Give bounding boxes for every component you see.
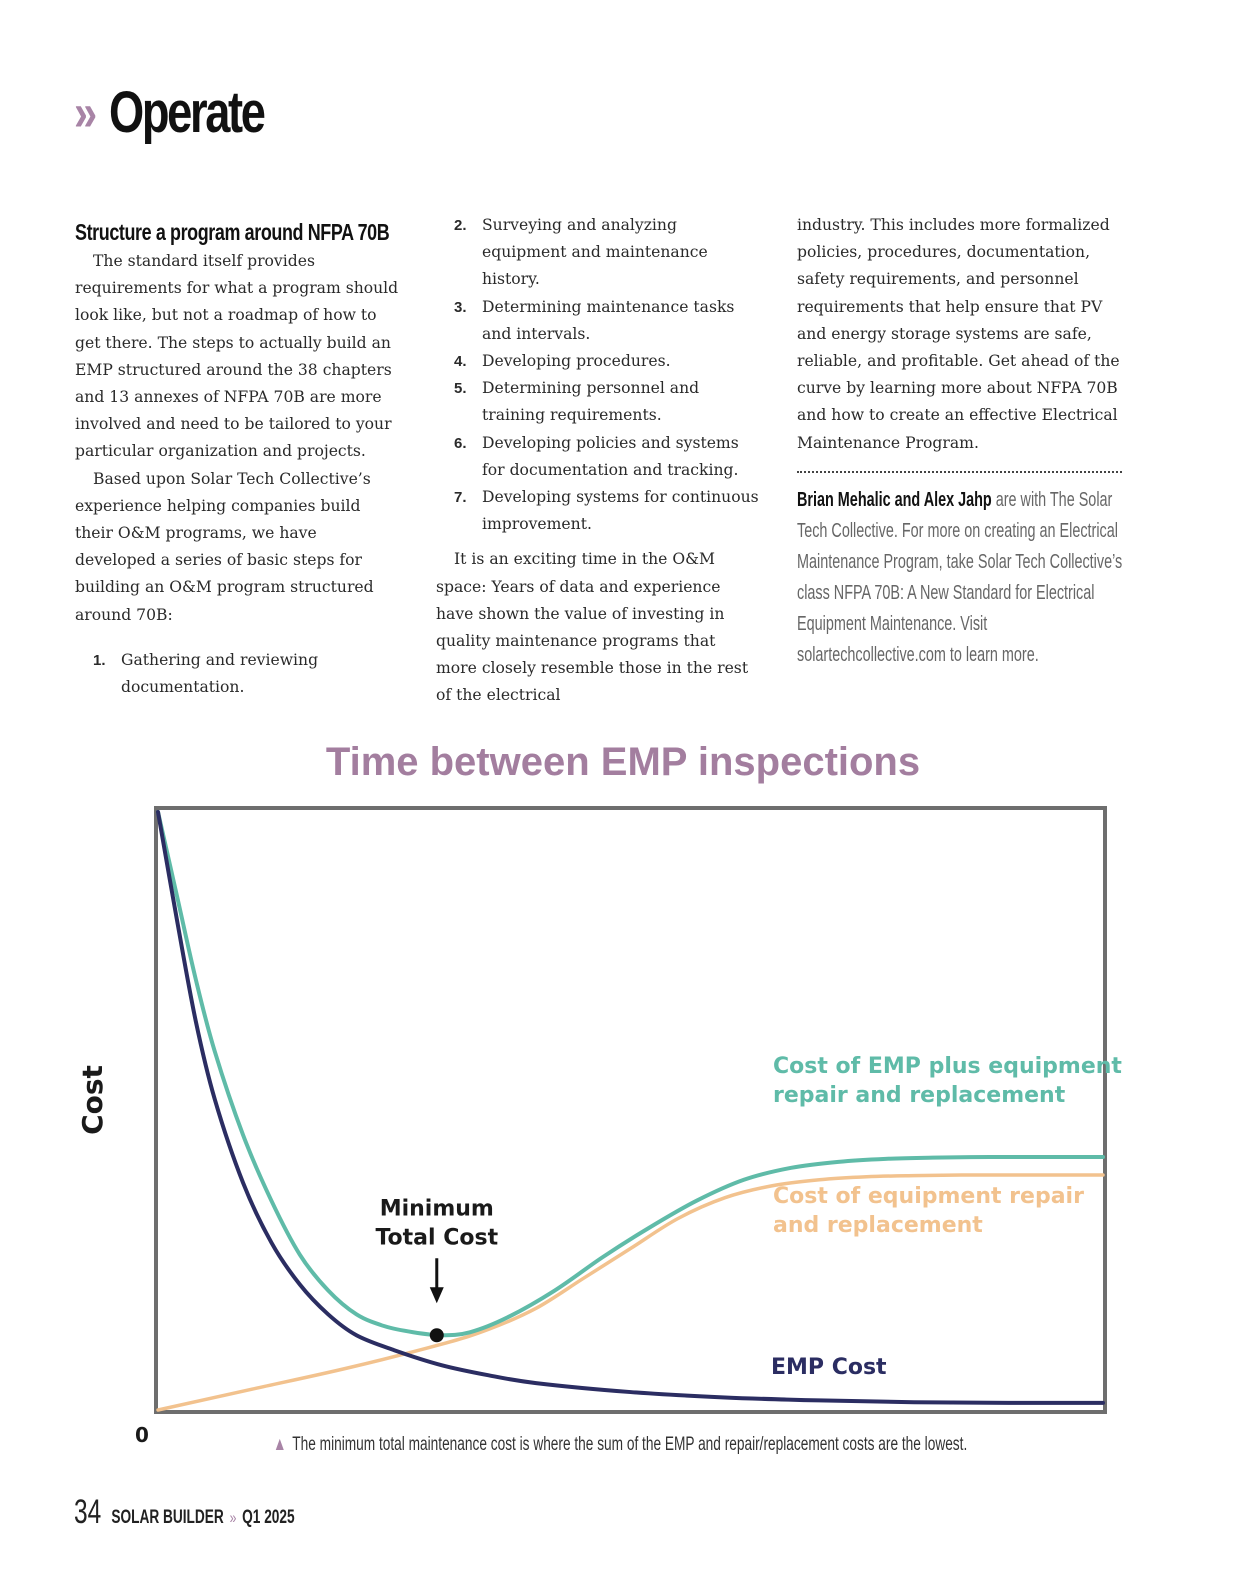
steps-list: [436, 212, 761, 538]
series-label-total: repair and replacement: [773, 1083, 1066, 1108]
list-text: Determining maintenance tasks and intervals.: [482, 297, 735, 343]
y-axis-label: Cost: [76, 1065, 109, 1135]
paragraph: It is an exciting time in the O&M space: Years of data and experience have shown the value of investing in quality maintenance programs that more closely resemble those in the rest of the electrical: [436, 550, 749, 705]
list-number: 3.: [454, 298, 467, 316]
page-number: 34: [74, 1493, 102, 1531]
issue-label: Q1 2025: [242, 1507, 295, 1528]
list-item: [436, 294, 761, 348]
list-text: Gathering and reviewing documentation.: [121, 650, 319, 697]
footer-separator: »: [229, 1508, 237, 1527]
list-text: Developing systems for continuous improvement.: [482, 488, 759, 534]
article-column-1: [75, 212, 400, 701]
dotted-divider: [797, 471, 1122, 473]
section-title: Operate: [108, 80, 264, 145]
list-item: [436, 348, 761, 375]
chart-frame: [156, 808, 1105, 1412]
paragraph: Based upon Solar Tech Collective’s experience helping companies build their O&M programs, we have developed a series of basic steps for building an O&M program structured around 70B:: [75, 469, 374, 624]
annotation-label: Total Cost: [375, 1225, 499, 1251]
list-item: [436, 375, 761, 429]
author-bio: [797, 485, 1122, 671]
caption-text: The minimum total maintenance cost is where the sum of the EMP and repair/replacement costs are the lowest.: [292, 1434, 968, 1455]
list-number: 2.: [454, 217, 467, 234]
list-number: 7.: [454, 489, 467, 507]
paragraph: The standard itself provides requirements for what a program should look like, but not a roadmap of how to get there. The steps to actually build an EMP structured around the 38 chapters and 13 annexes of NFPA 70B are more involved and need to be tailored to your particular organization and projects.: [75, 252, 399, 461]
list-item: [436, 484, 761, 538]
series-label-emp: EMP Cost: [771, 1355, 887, 1380]
list-text: Determining personnel and training requirements.: [482, 379, 700, 425]
list-number: 1.: [93, 651, 106, 669]
article-column-2: [436, 212, 761, 710]
series-label-total: Cost of EMP plus equipment: [773, 1054, 1122, 1079]
triangle-icon: ▲: [273, 1434, 287, 1455]
origin-label: 0: [135, 1423, 149, 1447]
steps-list: [75, 647, 400, 701]
author-bio-text: are with The Solar Tech Collective. For more on creating an Electrical Maintenance Program, take Solar Tech Collective’s class NFPA 70B: A New Standard for Electrical Equipment Maintenance. Visit solartechcollective.com to learn more.: [797, 488, 1123, 666]
list-item: [436, 430, 761, 484]
list-number: 5.: [454, 380, 467, 398]
page-footer: [74, 1493, 295, 1532]
article-column-3: [797, 212, 1122, 671]
list-number: 6.: [454, 434, 467, 452]
paragraph: industry. This includes more formalized policies, procedures, documentation, safety requirements, and personnel requirements that help ensure that PV and energy storage systems are safe, reliable, and profitable. Get ahead of the curve by learning more about NFPA 70B and how to create an effective Electrical Maintenance Program.: [797, 216, 1120, 452]
list-number: 4.: [454, 353, 467, 371]
minimum-point-marker: [430, 1328, 444, 1342]
list-text: Surveying and analyzing equipment and maintenance history.: [482, 216, 708, 289]
list-text: Developing policies and systems for documentation and tracking.: [482, 433, 739, 479]
chevron-icon: »: [74, 84, 90, 142]
article-subhead: Structure a program around NFPA 70B: [75, 219, 390, 245]
section-header: [74, 80, 307, 145]
annotation-label: Minimum: [379, 1196, 494, 1222]
list-item: [75, 647, 400, 701]
series-label-repair: and replacement: [773, 1213, 983, 1238]
list-text: Developing procedures.: [482, 352, 671, 371]
series-label-repair: Cost of equipment repair: [773, 1184, 1084, 1209]
chart-title: Time between EMP inspections: [325, 740, 921, 784]
author-names: Brian Mehalic and Alex Jahp: [797, 488, 992, 511]
figure-caption: [273, 1434, 967, 1456]
publication-name: SOLAR BUILDER: [111, 1507, 224, 1528]
list-item: [436, 212, 761, 294]
